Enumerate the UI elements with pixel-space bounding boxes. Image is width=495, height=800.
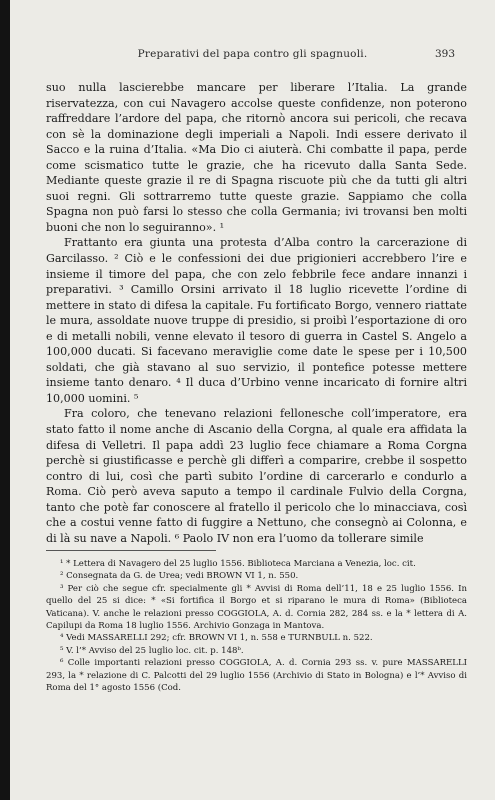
footnotes <box>46 558 467 694</box>
book-page <box>10 0 495 800</box>
page-number: 393 <box>434 48 455 60</box>
footnote: ³ Per ciò che segue cfr. specialmente gli * Avvisi di Roma dell’11, 18 e 25 luglio 1556. In quello del 25 si dice: * «Si fortifica il Borgo et si riparano le mura di Roma» (Biblioteca Vaticana). V. anche le relazioni presso COGGIOLA, A. d. Cornia 282, 284 ss. e la * lettera di A. Capilupi da Roma 18 luglio 1556. Archivio Gonzaga in Mantova. <box>46 583 467 632</box>
footnote: ⁵ V. l’* Avviso del 25 luglio loc. cit. p. 148ᵇ. <box>60 645 244 656</box>
footnote-rule <box>46 550 216 551</box>
paragraph: suo nulla lascierebbe mancare per liberare l’Italia. La grande riservatezza, con cui Navagero accolse queste confidenze, non poterono raffreddare l’ardore del papa, che ritornò ancora sui pericoli, che recava con sè la dominazione degli imperiali a Napoli. Indi essere derivato il Sacco e la ruina d’Italia. «Ma Dio ci aiuterà. Chi combatte il papa, perde come scismatico tutte le grazie, che ha ricevuto dalla Santa Sede. Mediante queste grazie il re di Spagna riscuote più che da tutti gli altri suoi regni. Gli sottrarremo tutte queste grazie. Sappiamo che colla Spagna non può farsi lo stesso che colla Germania; ivi trovansi ben molti buoni che non lo seguiranno». ¹ <box>46 81 467 234</box>
footnote: ⁴ Vedi MASSARELLI 292; cfr. BROWN VI 1, n. 558 e TURNBULL n. 522. <box>60 633 373 644</box>
footnote: ² Consegnata da G. de Urea; vedi BROWN VI 1, n. 550. <box>60 571 299 582</box>
running-title: Preparativi del papa contro gli spagnuoli. <box>137 48 368 60</box>
body-text <box>46 80 467 546</box>
paragraph: Frattanto era giunta una protesta d’Alba contro la carcerazione di Garcilasso. ² Ciò e le confessioni dei due prigionieri accrebbero l’ire e insieme il timore del papa, che con zelo febbrile fece andare innanzi i preparativi. ³ Camillo Orsini arrivato il 18 luglio ricevette l’ordine di mettere in stato di difesa la capitale. Fu fortificato Borgo, vennero riattate le mura, assoldate nuove truppe di presidio, si proibì l’esportazione di oro e di metalli nobili, venne elevato il tesoro di guerra in Castel S. Angelo a 100,000 ducati. Si facevano meraviglie come date le spese per i 10,500 soldati, che già stavano al suo servizio, il pontefice potesse mettere insieme tanto denaro. ⁴ Il duca d’Urbino venne incaricato di fornire altri 10,000 uomini. ⁵ <box>46 236 467 405</box>
running-head <box>10 48 495 64</box>
paragraph: Fra coloro, che tenevano relazioni fellonesche coll’imperatore, era stato fatto il nome anche di Ascanio della Corgna, al quale era affidata la difesa di Velletri. Il papa addì 23 luglio fece chiamare a Roma Corgna perchè si giustificasse e perchè gli differì a comparire, crebbe il sospetto contro di lui, così che partì subito l’ordine di carcerarlo e condurlo a Roma. Ciò però aveva saputo a tempo il cardinale Fulvio della Corgna, tanto che potè far conoscere al fratello il pericolo che lo minacciava, così che a costui venne fatto di fuggire a Nettuno, che consegnò ai Colonna, e di là su nave a Napoli. ⁶ Paolo IV non era l’uomo da tollerare simile <box>46 407 467 545</box>
footnote: ¹ * Lettera di Navagero del 25 luglio 1556. Biblioteca Marciana a Venezia, loc. cit. <box>60 559 416 569</box>
footnote: ⁶ Colle importanti relazioni presso COGGIOLA, A. d. Cornia 293 ss. v. pure MASSARELLI 293, la * relazione di C. Palcotti del 29 luglio 1556 (Archivio di Stato in Bologna) e l’* Avviso di Roma del 1° agosto 1556 (Cod. <box>46 658 467 694</box>
